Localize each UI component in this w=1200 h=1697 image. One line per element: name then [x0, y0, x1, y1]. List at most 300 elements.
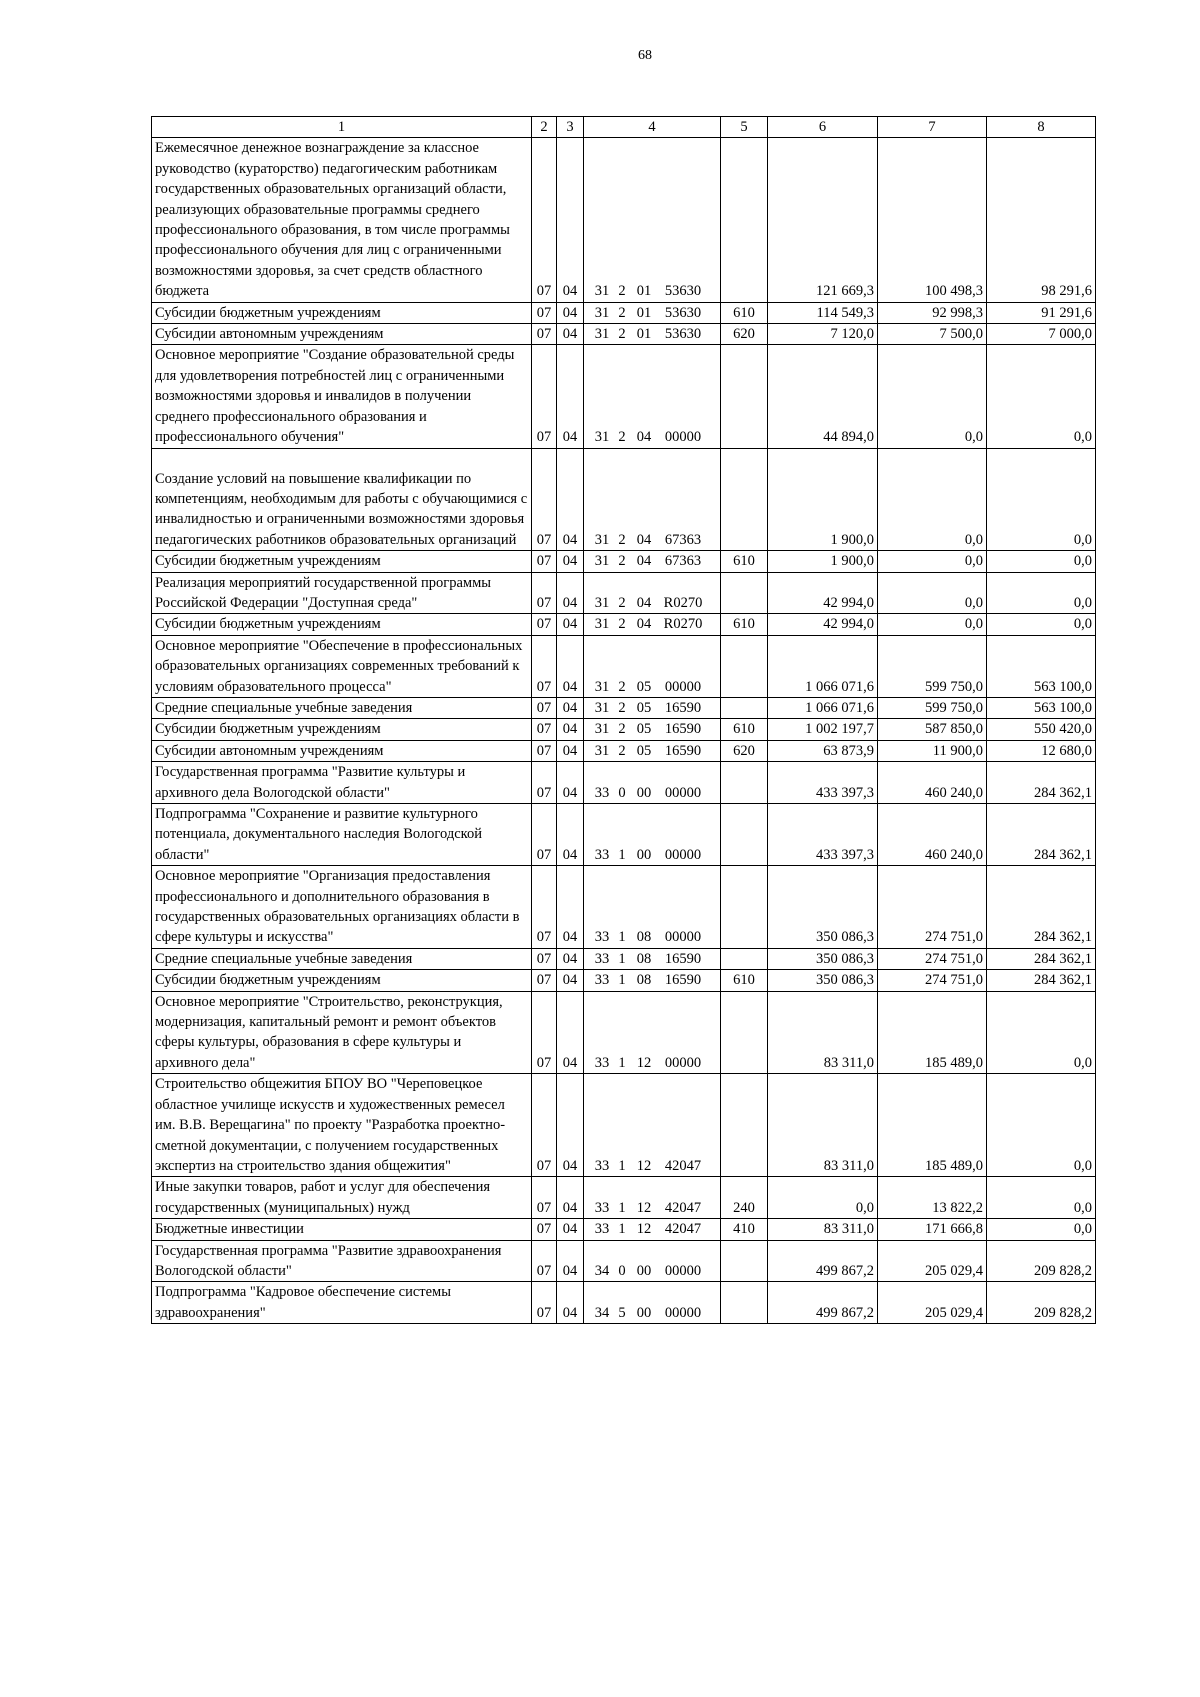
target-article-part: 42047 [664, 1221, 702, 1238]
expense-type-code: 610 [721, 302, 768, 323]
amount-year-2: 0,0 [878, 614, 987, 635]
expense-type-code [721, 1282, 768, 1324]
target-article-part: 00000 [664, 784, 702, 801]
subsection-code: 04 [557, 138, 584, 302]
target-article-part: 04 [636, 594, 652, 611]
target-article-code [584, 1282, 721, 1324]
section-code: 07 [532, 1177, 557, 1219]
target-article-part: 31 [594, 721, 610, 738]
target-article-part: 0 [618, 784, 626, 801]
amount-year-1: 114 549,3 [768, 302, 878, 323]
target-article-code [584, 948, 721, 969]
budget-table [151, 116, 1096, 1324]
target-article-part: 2 [618, 429, 626, 446]
target-article-part: 53630 [664, 304, 702, 321]
amount-year-1: 83 311,0 [768, 1219, 878, 1240]
target-article-part: 31 [594, 742, 610, 759]
amount-year-1: 1 066 071,6 [768, 635, 878, 697]
row-name: Создание условий на повышение квалификации по компетенциям, необходимым для работы с обучающимися с инвалидностью и ограниченными возможностями здоровья педагогических работников образовательных организаций [152, 448, 532, 551]
section-code: 07 [532, 614, 557, 635]
amount-year-1: 7 120,0 [768, 324, 878, 345]
amount-year-1: 350 086,3 [768, 866, 878, 949]
amount-year-3: 91 291,6 [987, 302, 1096, 323]
amount-year-3: 0,0 [987, 1177, 1096, 1219]
amount-year-2: 0,0 [878, 448, 987, 551]
target-article-part: 00 [636, 846, 652, 863]
expense-type-code [721, 948, 768, 969]
expense-type-code: 410 [721, 1219, 768, 1240]
target-article-part: 05 [636, 678, 652, 695]
target-article-part: 53630 [664, 326, 702, 343]
target-article-part: 05 [636, 742, 652, 759]
expense-type-code: 240 [721, 1177, 768, 1219]
amount-year-3: 0,0 [987, 614, 1096, 635]
row-name: Субсидии автономным учреждениям [152, 324, 532, 345]
target-article-part: 00 [636, 784, 652, 801]
row-name: Субсидии бюджетным учреждениям [152, 719, 532, 740]
row-name: Иные закупки товаров, работ и услуг для обеспечения государственных (муниципальных) нужд [152, 1177, 532, 1219]
section-code: 07 [532, 138, 557, 302]
section-code: 07 [532, 970, 557, 991]
subsection-code: 04 [557, 1282, 584, 1324]
table-row [152, 970, 1096, 991]
target-article-part: 0 [618, 1262, 626, 1279]
amount-year-1: 1 900,0 [768, 448, 878, 551]
table-row [152, 866, 1096, 949]
target-article-part: 2 [618, 531, 626, 548]
expense-type-code [721, 1240, 768, 1282]
target-article-part: 33 [594, 972, 610, 989]
amount-year-2: 460 240,0 [878, 804, 987, 866]
target-article-part: 42047 [664, 1199, 702, 1216]
table-row [152, 719, 1096, 740]
subsection-code: 04 [557, 1219, 584, 1240]
target-article-part: 16590 [664, 721, 702, 738]
amount-year-2: 92 998,3 [878, 302, 987, 323]
target-article-part: 00000 [664, 846, 702, 863]
table-row [152, 635, 1096, 697]
table-row [152, 324, 1096, 345]
subsection-code: 04 [557, 1240, 584, 1282]
row-name: Государственная программа "Развитие здравоохранения Вологодской области" [152, 1240, 532, 1282]
header-cell-4: 4 [584, 117, 721, 138]
target-article-part: 53630 [664, 283, 702, 300]
target-article-part: 12 [636, 1199, 652, 1216]
amount-year-1: 1 002 197,7 [768, 719, 878, 740]
header-cell-7: 7 [878, 117, 987, 138]
target-article-part: 01 [636, 304, 652, 321]
subsection-code: 04 [557, 804, 584, 866]
amount-year-3: 284 362,1 [987, 948, 1096, 969]
target-article-code [584, 970, 721, 991]
expense-type-code: 610 [721, 614, 768, 635]
amount-year-3: 98 291,6 [987, 138, 1096, 302]
amount-year-2: 13 822,2 [878, 1177, 987, 1219]
subsection-code: 04 [557, 719, 584, 740]
target-article-part: 5 [618, 1304, 626, 1321]
target-article-part: 1 [618, 929, 626, 946]
row-name: Основное мероприятие "Обеспечение в профессиональных образовательных организациях современных требований к условиям образовательного процесса" [152, 635, 532, 697]
header-cell-6: 6 [768, 117, 878, 138]
amount-year-3: 563 100,0 [987, 697, 1096, 718]
subsection-code: 04 [557, 740, 584, 761]
expense-type-code [721, 762, 768, 804]
table-row [152, 1240, 1096, 1282]
table-row [152, 614, 1096, 635]
target-article-code [584, 1219, 721, 1240]
target-article-part: 2 [618, 678, 626, 695]
target-article-part: 2 [618, 699, 626, 716]
subsection-code: 04 [557, 572, 584, 614]
amount-year-3: 209 828,2 [987, 1240, 1096, 1282]
section-code: 07 [532, 740, 557, 761]
target-article-part: 12 [636, 1054, 652, 1071]
target-article-part: 05 [636, 721, 652, 738]
section-code: 07 [532, 719, 557, 740]
expense-type-code [721, 991, 768, 1074]
amount-year-2: 11 900,0 [878, 740, 987, 761]
target-article-part: 16590 [664, 972, 702, 989]
amount-year-2: 0,0 [878, 551, 987, 572]
table-row [152, 1074, 1096, 1177]
amount-year-2: 274 751,0 [878, 970, 987, 991]
target-article-part: 00000 [664, 929, 702, 946]
target-article-code [584, 991, 721, 1074]
table-row [152, 1282, 1096, 1324]
target-article-part: 00 [636, 1262, 652, 1279]
target-article-code [584, 448, 721, 551]
table-row [152, 991, 1096, 1074]
amount-year-2: 274 751,0 [878, 948, 987, 969]
amount-year-2: 0,0 [878, 345, 987, 448]
target-article-part: 31 [594, 283, 610, 300]
table-row [152, 572, 1096, 614]
amount-year-3: 0,0 [987, 448, 1096, 551]
amount-year-1: 499 867,2 [768, 1240, 878, 1282]
target-article-part: 1 [618, 1199, 626, 1216]
table-row [152, 948, 1096, 969]
expense-type-code [721, 804, 768, 866]
header-cell-5: 5 [721, 117, 768, 138]
target-article-code [584, 697, 721, 718]
target-article-part: 16590 [664, 699, 702, 716]
subsection-code: 04 [557, 551, 584, 572]
table-body [152, 138, 1096, 1324]
subsection-code: 04 [557, 302, 584, 323]
section-code: 07 [532, 572, 557, 614]
subsection-code: 04 [557, 697, 584, 718]
target-article-part: 34 [594, 1262, 610, 1279]
target-article-part: 31 [594, 326, 610, 343]
expense-type-code [721, 697, 768, 718]
section-code: 07 [532, 1074, 557, 1177]
amount-year-1: 433 397,3 [768, 762, 878, 804]
amount-year-3: 284 362,1 [987, 762, 1096, 804]
target-article-code [584, 614, 721, 635]
target-article-part: 33 [594, 784, 610, 801]
subsection-code: 04 [557, 448, 584, 551]
amount-year-3: 0,0 [987, 572, 1096, 614]
target-article-part: 31 [594, 553, 610, 570]
expense-type-code [721, 448, 768, 551]
target-article-part: R0270 [663, 616, 703, 633]
amount-year-2: 185 489,0 [878, 1074, 987, 1177]
amount-year-2: 171 666,8 [878, 1219, 987, 1240]
target-article-part: 1 [618, 1157, 626, 1174]
amount-year-1: 42 994,0 [768, 572, 878, 614]
section-code: 07 [532, 697, 557, 718]
amount-year-3: 284 362,1 [987, 804, 1096, 866]
section-code: 07 [532, 866, 557, 949]
target-article-code [584, 1240, 721, 1282]
amount-year-3: 284 362,1 [987, 866, 1096, 949]
target-article-part: 31 [594, 429, 610, 446]
target-article-part: 01 [636, 283, 652, 300]
target-article-part: 33 [594, 846, 610, 863]
amount-year-3: 12 680,0 [987, 740, 1096, 761]
amount-year-2: 274 751,0 [878, 866, 987, 949]
expense-type-code [721, 345, 768, 448]
header-cell-3: 3 [557, 117, 584, 138]
target-article-part: 16590 [664, 742, 702, 759]
target-article-part: 2 [618, 594, 626, 611]
target-article-part: 04 [636, 429, 652, 446]
amount-year-1: 499 867,2 [768, 1282, 878, 1324]
target-article-part: 33 [594, 1199, 610, 1216]
row-name: Подпрограмма "Сохранение и развитие культурного потенциала, документального наследия Вологодской области" [152, 804, 532, 866]
amount-year-1: 44 894,0 [768, 345, 878, 448]
target-article-part: 33 [594, 929, 610, 946]
row-name: Строительство общежития БПОУ ВО "Череповецкое областное училище искусств и художественных ремесел им. В.В. Верещагина" по проекту "Разработка проектно-сметной документации, с получением государственных экспертиз на строительство здания общежития" [152, 1074, 532, 1177]
target-article-part: 2 [618, 283, 626, 300]
target-article-code [584, 866, 721, 949]
amount-year-2: 599 750,0 [878, 697, 987, 718]
target-article-code [584, 302, 721, 323]
header-cell-2: 2 [532, 117, 557, 138]
target-article-code [584, 572, 721, 614]
target-article-code [584, 635, 721, 697]
target-article-code [584, 804, 721, 866]
table-row [152, 138, 1096, 302]
expense-type-code: 620 [721, 324, 768, 345]
target-article-part: 31 [594, 616, 610, 633]
target-article-part: 1 [618, 1054, 626, 1071]
row-name: Средние специальные учебные заведения [152, 948, 532, 969]
target-article-code [584, 740, 721, 761]
amount-year-1: 63 873,9 [768, 740, 878, 761]
amount-year-3: 7 000,0 [987, 324, 1096, 345]
row-name: Субсидии бюджетным учреждениям [152, 970, 532, 991]
target-article-part: 00000 [664, 1054, 702, 1071]
expense-type-code [721, 866, 768, 949]
expense-type-code [721, 1074, 768, 1177]
target-article-part: 33 [594, 1221, 610, 1238]
target-article-code [584, 324, 721, 345]
target-article-part: 04 [636, 616, 652, 633]
section-code: 07 [532, 1219, 557, 1240]
row-name: Средние специальные учебные заведения [152, 697, 532, 718]
row-name: Реализация мероприятий государственной программы Российской Федерации "Доступная среда" [152, 572, 532, 614]
amount-year-1: 83 311,0 [768, 991, 878, 1074]
expense-type-code: 610 [721, 970, 768, 991]
section-code: 07 [532, 1282, 557, 1324]
amount-year-1: 1 066 071,6 [768, 697, 878, 718]
expense-type-code: 610 [721, 719, 768, 740]
table-row [152, 1177, 1096, 1219]
target-article-part: 31 [594, 594, 610, 611]
target-article-part: 01 [636, 326, 652, 343]
row-name: Подпрограмма "Кадровое обеспечение системы здравоохранения" [152, 1282, 532, 1324]
row-name: Основное мероприятие "Создание образовательной среды для удовлетворения потребностей лиц с ограниченными возможностями здоровья и инвалидов в получении среднего профессионального образования и профессионального обучения" [152, 345, 532, 448]
target-article-part: 1 [618, 972, 626, 989]
expense-type-code: 620 [721, 740, 768, 761]
target-article-part: 04 [636, 553, 652, 570]
amount-year-1: 42 994,0 [768, 614, 878, 635]
target-article-part: 2 [618, 553, 626, 570]
target-article-part: 31 [594, 678, 610, 695]
target-article-part: 33 [594, 1054, 610, 1071]
table-row [152, 1219, 1096, 1240]
target-article-part: 00 [636, 1304, 652, 1321]
subsection-code: 04 [557, 866, 584, 949]
target-article-part: 2 [618, 616, 626, 633]
amount-year-1: 0,0 [768, 1177, 878, 1219]
target-article-part: 2 [618, 721, 626, 738]
target-article-code [584, 345, 721, 448]
subsection-code: 04 [557, 614, 584, 635]
amount-year-1: 350 086,3 [768, 970, 878, 991]
section-code: 07 [532, 448, 557, 551]
table-row [152, 302, 1096, 323]
amount-year-3: 0,0 [987, 1074, 1096, 1177]
amount-year-2: 7 500,0 [878, 324, 987, 345]
target-article-part: 12 [636, 1157, 652, 1174]
target-article-part: 00000 [664, 1262, 702, 1279]
amount-year-3: 0,0 [987, 1219, 1096, 1240]
subsection-code: 04 [557, 345, 584, 448]
section-code: 07 [532, 635, 557, 697]
target-article-part: 00000 [664, 1304, 702, 1321]
section-code: 07 [532, 324, 557, 345]
amount-year-3: 563 100,0 [987, 635, 1096, 697]
target-article-part: 00000 [664, 429, 702, 446]
table-row [152, 345, 1096, 448]
row-name: Субсидии бюджетным учреждениям [152, 614, 532, 635]
section-code: 07 [532, 551, 557, 572]
amount-year-2: 205 029,4 [878, 1282, 987, 1324]
target-article-part: 1 [618, 846, 626, 863]
amount-year-1: 433 397,3 [768, 804, 878, 866]
section-code: 07 [532, 302, 557, 323]
subsection-code: 04 [557, 948, 584, 969]
expense-type-code [721, 572, 768, 614]
amount-year-3: 0,0 [987, 991, 1096, 1074]
target-article-part: 67363 [664, 553, 702, 570]
amount-year-3: 550 420,0 [987, 719, 1096, 740]
amount-year-3: 0,0 [987, 345, 1096, 448]
page-number: 68 [638, 48, 652, 63]
target-article-part: 05 [636, 699, 652, 716]
header-cell-1: 1 [152, 117, 532, 138]
target-article-code [584, 1074, 721, 1177]
subsection-code: 04 [557, 991, 584, 1074]
subsection-code: 04 [557, 762, 584, 804]
row-name: Субсидии автономным учреждениям [152, 740, 532, 761]
header-cell-8: 8 [987, 117, 1096, 138]
amount-year-2: 587 850,0 [878, 719, 987, 740]
expense-type-code [721, 635, 768, 697]
table-row [152, 448, 1096, 551]
target-article-part: 04 [636, 531, 652, 548]
row-name: Субсидии бюджетным учреждениям [152, 302, 532, 323]
target-article-part: 16590 [664, 950, 702, 967]
row-name: Государственная программа "Развитие культуры и архивного дела Вологодской области" [152, 762, 532, 804]
amount-year-3: 0,0 [987, 551, 1096, 572]
section-code: 07 [532, 991, 557, 1074]
target-article-part: 31 [594, 531, 610, 548]
amount-year-3: 284 362,1 [987, 970, 1096, 991]
target-article-part: 31 [594, 699, 610, 716]
row-name: Ежемесячное денежное вознаграждение за классное руководство (кураторство) педагогическим работникам государственных образовательных организаций области, реализующих образовательные программы среднего профессионального образования, в том числе программы профессионального обучения для лиц с ограниченными возможностями здоровья, за счет средств областного бюджета [152, 138, 532, 302]
amount-year-2: 0,0 [878, 572, 987, 614]
expense-type-code: 610 [721, 551, 768, 572]
target-article-part: 1 [618, 1221, 626, 1238]
target-article-part: 33 [594, 950, 610, 967]
target-article-part: 42047 [664, 1157, 702, 1174]
target-article-part: 1 [618, 950, 626, 967]
subsection-code: 04 [557, 970, 584, 991]
target-article-part: 08 [636, 972, 652, 989]
target-article-part: 2 [618, 742, 626, 759]
header-row [152, 117, 1096, 138]
section-code: 07 [532, 345, 557, 448]
target-article-part: 31 [594, 304, 610, 321]
amount-year-2: 599 750,0 [878, 635, 987, 697]
amount-year-1: 121 669,3 [768, 138, 878, 302]
target-article-part: 2 [618, 304, 626, 321]
section-code: 07 [532, 948, 557, 969]
table-row [152, 697, 1096, 718]
row-name: Бюджетные инвестиции [152, 1219, 532, 1240]
amount-year-1: 83 311,0 [768, 1074, 878, 1177]
row-name: Субсидии бюджетным учреждениям [152, 551, 532, 572]
target-article-code [584, 719, 721, 740]
target-article-code [584, 1177, 721, 1219]
expense-type-code [721, 138, 768, 302]
amount-year-1: 350 086,3 [768, 948, 878, 969]
subsection-code: 04 [557, 324, 584, 345]
amount-year-2: 100 498,3 [878, 138, 987, 302]
table-row [152, 740, 1096, 761]
table-row [152, 551, 1096, 572]
target-article-part: 08 [636, 929, 652, 946]
amount-year-2: 460 240,0 [878, 762, 987, 804]
target-article-code [584, 138, 721, 302]
table-row [152, 762, 1096, 804]
target-article-code [584, 551, 721, 572]
target-article-part: R0270 [663, 594, 703, 611]
target-article-part: 33 [594, 1157, 610, 1174]
target-article-code [584, 762, 721, 804]
subsection-code: 04 [557, 1177, 584, 1219]
amount-year-2: 185 489,0 [878, 991, 987, 1074]
target-article-part: 67363 [664, 531, 702, 548]
row-name: Основное мероприятие "Организация предоставления профессионального и дополнительного образования в государственных образовательных организациях области в сфере культуры и искусства" [152, 866, 532, 949]
section-code: 07 [532, 1240, 557, 1282]
row-name: Основное мероприятие "Строительство, реконструкция, модернизация, капитальный ремонт и ремонт объектов сферы культуры, образования в сфере культуры и архивного дела" [152, 991, 532, 1074]
target-article-part: 00000 [664, 678, 702, 695]
target-article-part: 08 [636, 950, 652, 967]
